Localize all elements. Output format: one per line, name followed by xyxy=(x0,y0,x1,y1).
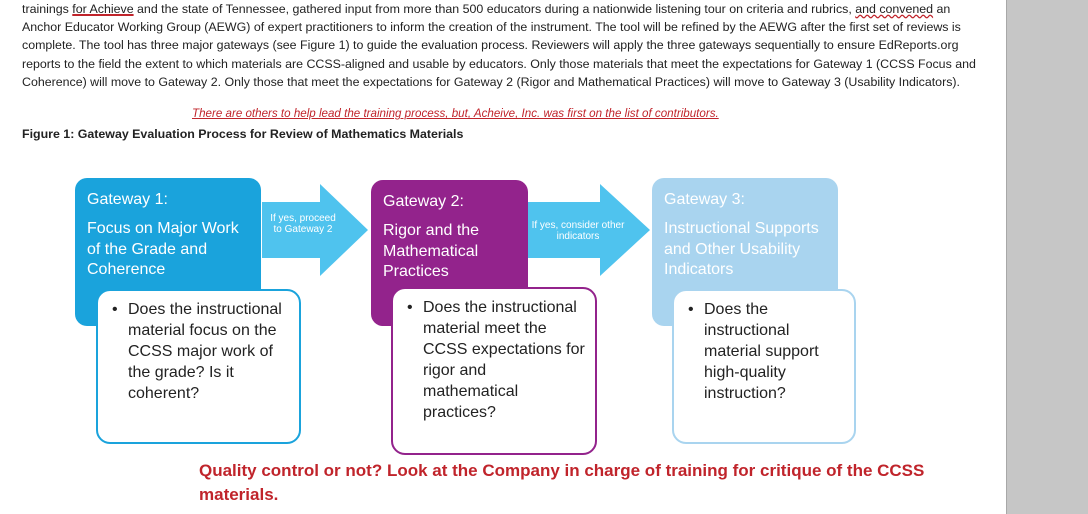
gateway-2-subtitle: Rigor and the Mathematical Practices xyxy=(383,222,480,280)
gateway-3-question: Does the instructional material support high-quality instruction? xyxy=(704,301,819,402)
figure-title: Figure 1: Gateway Evaluation Process for Review of Mathematics Materials xyxy=(22,127,464,141)
achieve-underlined-text: for Achieve xyxy=(72,2,134,16)
arrow-label-proceed: If yes, proceed to Gateway 2 xyxy=(270,213,336,235)
annotation-note: There are others to help lead the training process, but, Acheive, Inc. was first on the list of contributors. xyxy=(192,107,719,120)
gateway-3-question-box xyxy=(672,289,856,444)
gateway-2-title: Gateway 2: xyxy=(383,193,464,210)
gateway-1-question-box xyxy=(96,289,301,444)
spellcheck-marked-text: and convened xyxy=(855,2,934,16)
gateway-1-title: Gateway 1: xyxy=(87,191,168,208)
paragraph-part-1: trainings xyxy=(22,2,73,16)
gateway-1-question: Does the instructional material focus on the CCSS major work of the grade? Is it coherent? xyxy=(128,301,282,402)
gateway-1-subtitle: Focus on Major Work of the Grade and Coherence xyxy=(87,220,239,278)
gateway-2-question: Does the instructional material meet the CCSS expectations for rigor and mathematical practices? xyxy=(423,299,585,421)
paragraph-part-3: an Anchor Educator Working Group (AEWG) of expert practitioners to inform the creation of the instrument. The tool will be refined by the AEWG after the first set of reviews is complete. The tool has three major gateways (see Figure 1) to guide the evaluation process. Reviewers will apply the three gateways sequentially to ensure EdReports.org reports to the field the extent to which materials are CCSS-aligned and usable by educators. Only those materials that meet the expectations for Gateway 1 (CCSS Focus and Coherence) will move to Gateway 2. Only those that meet the expectations for Gateway 2 (Rigor and Mathematical Practices) will move to Gateway 3 (Usability Indicators). xyxy=(22,2,976,89)
arrow-label-consider: If yes, consider other indicators xyxy=(531,220,625,242)
gateway-3-subtitle: Instructional Supports and Other Usability Indicators xyxy=(664,220,819,278)
gateway-3-title: Gateway 3: xyxy=(664,191,745,208)
bullet: • xyxy=(112,301,118,318)
bullet: • xyxy=(688,301,694,318)
window-gutter xyxy=(1006,0,1088,514)
gateway-2-question-box xyxy=(391,287,597,455)
quality-control-note: Quality control or not? Look at the Company in charge of training for critique of the CCSS materials. xyxy=(199,461,925,504)
body-paragraph xyxy=(22,0,982,91)
bullet: • xyxy=(407,299,413,316)
paragraph-part-2: and the state of Tennessee, gathered input from more than 500 educators during a nationwide listening tour on criteria and rubrics, xyxy=(133,2,856,16)
